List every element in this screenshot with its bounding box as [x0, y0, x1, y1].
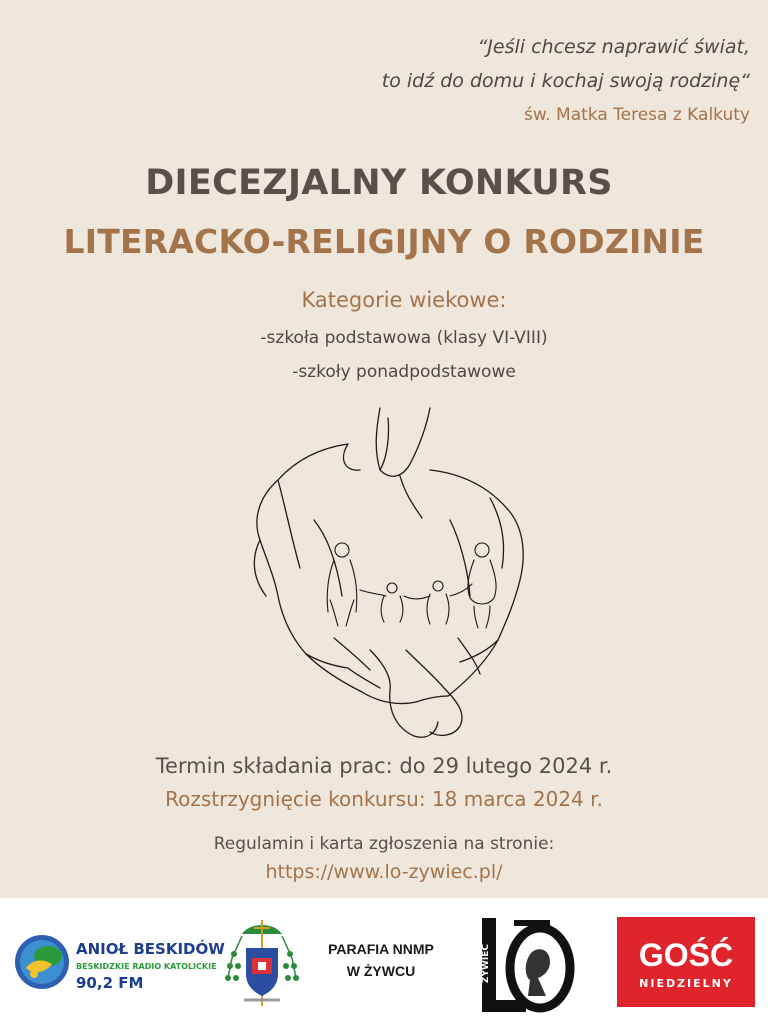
resolution-text: Rozstrzygnięcie konkursu: 18 marca 2024 r. [165, 787, 603, 811]
quote-block [382, 30, 750, 132]
radio-globe-icon [12, 930, 72, 994]
parafia-logo [316, 938, 446, 994]
hands-family-illustration [230, 400, 550, 745]
title-line-1: DIECEZJALNY KONKURS [145, 163, 613, 203]
aniol-frequency: 90,2 FM [76, 974, 144, 992]
parafia-line-1: PARAFIA NNMP [328, 941, 434, 957]
categories-heading: Kategorie wiekowe: [301, 288, 507, 312]
gosc-line-1: GOŚĆ [638, 937, 734, 973]
category-item: -szkoła podstawowa (klasy VI-VIII) [260, 328, 548, 348]
aniol-subtitle: BESKIDZKIE RADIO KATOLICKIE [76, 962, 217, 971]
gosc-line-2: NIEDZIELNY [639, 977, 733, 990]
lo-vertical-text: ŻYWIEC [481, 944, 491, 984]
quote-author: św. Matka Teresa z Kalkuty [524, 105, 750, 125]
bishop-crest-icon [224, 918, 300, 1010]
sponsors-bar [0, 898, 768, 1024]
quote-line-2: to idź do domu i kochaj swoją rodzinę“ [381, 70, 750, 92]
website-link[interactable]: https://www.lo-zywiec.pl/ [265, 861, 503, 883]
quote-line-1: “Jeśli chcesz naprawić świat, [477, 36, 750, 58]
deadline-text: Termin składania prac: do 29 lutego 2024 r. [155, 754, 613, 778]
lo-zywiec-logo [480, 916, 576, 1016]
title-line-2: LITERACKO-RELIGIJNY O RODZINIE [63, 222, 705, 261]
category-item: -szkoły ponadpodstawowe [292, 362, 516, 382]
aniol-beskidow-logo [12, 930, 225, 1000]
aniol-name: ANIOŁ BESKIDÓW [76, 940, 225, 958]
parafia-line-2: W ŻYWCU [346, 963, 416, 979]
rules-text: Regulamin i karta zgłoszenia na stronie: [213, 834, 555, 854]
gosc-niedzielny-logo [617, 917, 755, 1007]
